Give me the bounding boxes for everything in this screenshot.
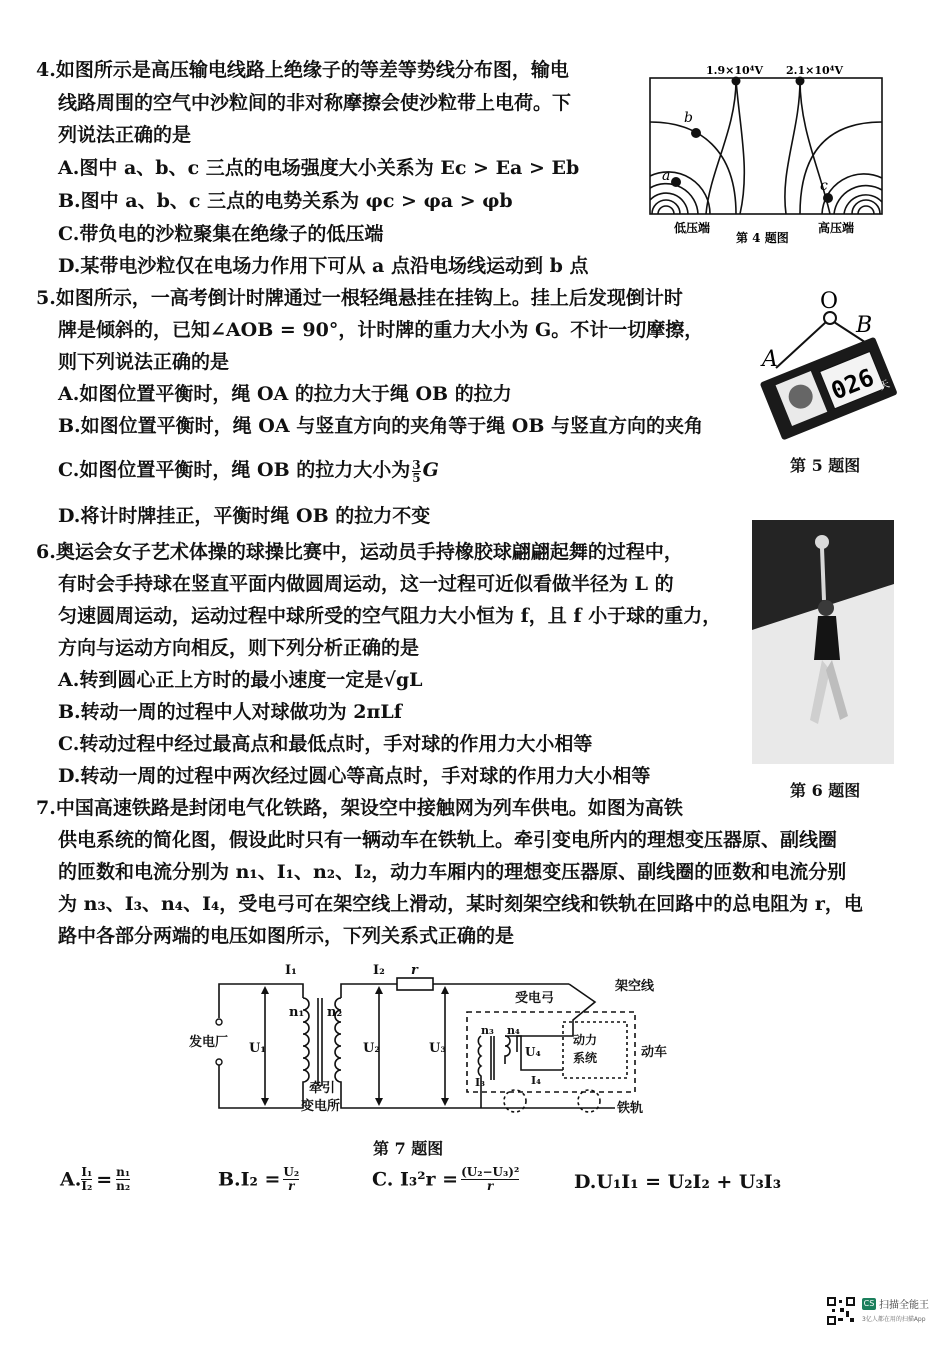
q5-option-a: A.如图位置平衡时，绳 OA 的拉力大于绳 OB 的拉力 [58,383,512,405]
q7-line-4: 为 n₃、I₃、n₄、I₄，受电弓可在架空线上滑动，某时刻架空线和铁轨在回路中的总电阻为 r，电 [58,893,863,915]
q7-rail: 铁轨 [617,1101,644,1116]
q5-label-o: O [820,289,839,314]
q7-option-b-num: U₂ [283,1165,300,1179]
q7-i4: I₄ [531,1074,541,1087]
q4-label-a: a [662,168,671,184]
q4-option-c: C.带负电的沙粒聚集在绝缘子的低压端 [58,223,384,245]
q4-high-end: 高压端 [818,221,855,235]
q7-i2: I₂ [373,963,385,978]
scanner-badge: CS [863,1299,875,1308]
q6-caption: 第 6 题图 [790,781,861,800]
q7-option-a [60,1166,130,1196]
q6-line-4: 方向与运动方向相反，则下列分析正确的是 [58,637,420,659]
q7-option-b [218,1166,299,1196]
q7-option-c-num: (U₂−U₃)² [461,1165,520,1179]
q4-option-a: A.图中 a、b、c 三点的电场强度大小关系为 Ec > Ea > Eb [58,157,580,179]
q7-option-d: D.U₁I₁ = U₂I₂ + U₃I₃ [574,1171,782,1193]
q5-option-b: B.如图位置平衡时，绳 OA 与竖直方向的夹角等于绳 OB 与竖直方向的夹角 [58,415,704,437]
scanner-tagline: 3亿人都在用的扫描App [862,1316,926,1323]
q6-option-b: B.转动一周的过程中人对球做功为 2πLf [58,701,402,723]
q7-overhead: 架空线 [615,979,655,994]
q7-i1: I₁ [285,963,297,978]
q7-u4: U₄ [525,1045,541,1059]
q7-line-5: 路中各部分两端的电压如图所示，下列关系式正确的是 [58,925,515,947]
q6-option-a: A.转到圆心正上方时的最小速度一定是√gL [58,669,423,691]
q5-figure [752,288,902,448]
q6-option-c: C.转动过程中经过最高点和最低点时，手对球的作用力大小相等 [58,733,593,755]
q4-line-2: 线路周围的空气中沙粒间的非对称摩擦会使沙粒带上电荷。下 [58,92,572,114]
q4-label-v1: 1.9×10⁴V [706,64,764,77]
q4-low-end: 低压端 [674,221,711,235]
q4-point-v2 [796,77,805,86]
q4-option-d: D.某带电沙粒仅在电场力作用下可从 a 点沿电场线运动到 b 点 [58,255,589,277]
scanner-watermark [826,1292,938,1332]
q4-point-b [691,128,701,138]
q7-r: r [411,963,418,978]
q5-option-c-num: 3 [412,457,421,472]
q7-line-1: 7.中国高速铁路是封闭电气化铁路，架设空中接触网为列车供电。如图为高铁 [36,797,683,819]
q5-option-c-suffix: G [422,459,439,481]
q7-pantograph: 受电弓 [515,991,555,1006]
q4-option-b: B.图中 a、b、c 三点的电势关系为 φc > φa > φb [58,190,513,212]
q5-line-2: 牌是倾斜的，已知∠AOB = 90°，计时牌的重力大小为 G。不计一切摩擦， [58,319,704,341]
q7-option-b-prefix: B.I₂ = [218,1168,281,1191]
q5-option-c-den: 5 [412,470,421,485]
q7-substation-1: 牵引 [309,1081,336,1096]
q6-option-d: D.转动一周的过程中两次经过圆心等高点时，手对球的作用力大小相等 [58,765,651,787]
q7-train: 动车 [641,1045,668,1060]
q4-line-1: 4.如图所示是高压输电线路上绝缘子的等差等势线分布图，输电 [36,59,569,81]
q7-line-2: 供电系统的简化图，假设此时只有一辆动车在铁轨上。牵引变电所内的理想变压器原、副线圈 [58,829,838,851]
q5-counter: 026 [827,363,878,406]
q4-point-a [671,177,681,187]
q4-figure [640,60,892,250]
q7-n4: n₄ [507,1024,520,1037]
q7-option-a-lhs-den: I₂ [81,1179,93,1193]
q4-label-v2: 2.1×10⁴V [786,64,844,77]
qr-code-icon [826,1296,856,1326]
q7-n3: n₃ [481,1024,494,1037]
scanner-name: 扫描全能王 [879,1300,929,1311]
q7-u2: U₂ [363,1041,381,1056]
q5-counter-unit: 天 [878,378,892,393]
q6-photo [752,520,894,764]
q6-line-3: 匀速圆周运动，运动过程中球所受的空气阻力大小恒为 f，且 f 小于球的重力， [58,605,722,627]
q5-line-3: 则下列说法正确的是 [58,351,230,373]
q7-n1: n₁ [289,1005,305,1020]
q5-option-c [58,458,439,484]
q4-caption: 第 4 题图 [736,231,789,245]
q7-substation-2: 变电所 [301,1099,341,1114]
q7-option-a-eq: = [96,1168,113,1191]
q7-u1: U₁ [249,1041,267,1056]
q5-option-d: D.将计时牌挂正，平衡时绳 OB 的拉力不变 [58,505,431,527]
q7-option-a-rhs-den: n₂ [116,1179,131,1193]
q4-label-c: c [820,178,828,194]
q7-option-a-prefix: A. [60,1168,82,1191]
q7-caption: 第 7 题图 [373,1139,444,1158]
q7-option-b-den: r [288,1179,295,1193]
q7-option-a-lhs-num: I₁ [81,1165,93,1179]
q4-point-c [823,193,833,203]
q7-plant: 发电厂 [189,1035,229,1050]
q7-circuit [185,960,705,1126]
q7-u3: U₃ [429,1041,447,1056]
q7-i3: I₃ [475,1076,485,1089]
q4-line-3: 列说法正确的是 [58,124,192,146]
q7-power-2: 系统 [573,1051,598,1065]
q7-power-1: 动力 [573,1033,598,1047]
q7-option-c [372,1166,519,1196]
q7-line-3: 的匝数和电流分别为 n₁、I₁、n₂、I₂，动力车厢内的理想变压器原、副线圈的匝数和电流分别 [58,861,847,883]
q5-label-b: B [856,313,873,338]
q7-option-c-den: r [486,1179,494,1193]
q6-line-1: 6.奥运会女子艺术体操的球操比赛中，运动员手持橡胶球翩翩起舞的过程中， [36,541,683,563]
q7-option-a-rhs-num: n₁ [116,1165,131,1179]
q7-n2: n₂ [327,1005,343,1020]
q5-label-a: A [762,347,778,372]
q5-caption: 第 5 题图 [790,456,861,475]
q6-ball [815,535,829,549]
q4-label-b: b [684,110,693,126]
q5-line-1: 5.如图所示，一高考倒计时牌通过一根轻绳悬挂在挂钩上。挂上后发现倒计时 [36,287,683,309]
q7-option-c-prefix: C. I₃²r = [372,1168,459,1191]
q6-line-2: 有时会手持球在竖直平面内做圆周运动，这一过程可近似看做半径为 L 的 [58,573,674,595]
q5-option-c-prefix: C.如图位置平衡时，绳 OB 的拉力大小为 [58,459,411,481]
q4-point-v1 [732,77,741,86]
